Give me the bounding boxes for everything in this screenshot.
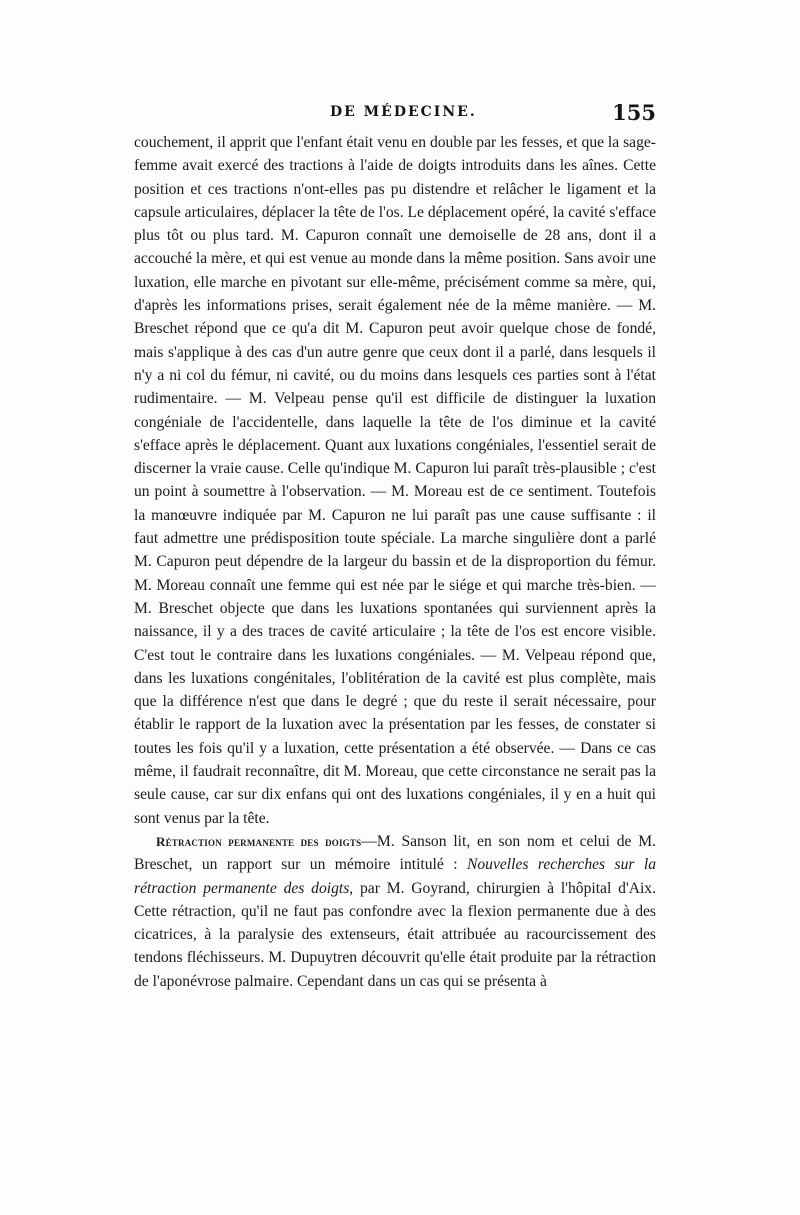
section-heading: Rétraction permanente des doigts [156, 833, 362, 849]
paragraph-luxation-discussion: couchement, il apprit que l'enfant était venu en double par les fesses, et que la sage-femme avait exercé des tractions à l'aide de doigts introduits dans les aînes. Cette position et ces tractions n'ont-elles pas pu distendre et relâcher le ligament et la capsule articulaires, déplacer la tête de l'os. Le déplacement opéré, la cavité s'efface plus tôt ou plus tard. M. Capuron connaît une demoiselle de 28 ans, dont il a accouché la mère, et qui est venue au monde dans la même position. Sans avoir une luxation, elle marche en pivotant sur elle-même, précisément comme sa mère, qui, d'après les informations prises, serait également née de la même manière. — M. Breschet répond que ce qu'a dit M. Capuron peut avoir quelque chose de fondé, mais s'applique à des cas d'un autre genre que ceux dont il a parlé, dans lesquels il n'y a ni col du fémur, ni cavité, ou du moins dans lesquels ces parties sont à l'état rudimentaire. — M. Velpeau pense qu'il est difficile de distinguer la luxation congéniale de l'accidentelle, dans laquelle la tête de l'os diminue et la cavité s'efface après le déplacement. Quant aux luxations congéniales, l'essentiel serait de discerner la vraie cause. Celle qu'indique M. Capuron lui paraît très-plausible ; c'est un point à soumettre à l'observation. — M. Moreau est de ce sentiment. Toutefois la manœuvre indiquée par M. Capuron ne lui paraît pas une cause suffisante : il faut admettre une prédisposition toute spéciale. La marche singulière dont a parlé M. Capuron peut dépendre de la largeur du bassin et de la disproportion du fémur. M. Moreau connaît une femme qui est née par le siége et qui marche très-bien. — M. Breschet objecte que dans les luxations spontanées qui surviennent après la naissance, il y a des traces de cavité articulaire ; la tête de l'os est encore visible. C'est tout le contraire dans les luxations congéniales. — M. Velpeau répond que, dans les luxations congénitales, l'oblitération de la cavité est plus complète, mais que la différence n'est que dans le degré ; que du reste il serait nécessaire, pour établir le rapport de la luxation avec la présentation par les fesses, de constater si toutes les fois qu'il y a luxation, cette présentation a été observée. — Dans ce cas même, il faudrait reconnaître, dit M. Moreau, que cette circonstance ne serait pas la seule cause, car sur dix enfans qui ont des luxations congéniales, il y en a huit qui sont venus par la tête. [134, 134, 656, 827]
running-head: DE MÉDECINE. [330, 104, 477, 120]
page-number: 155 [612, 100, 656, 125]
paragraph-finger-retraction [134, 830, 656, 993]
body-text [134, 131, 656, 993]
memoir-title: Nouvelles recherches sur la rétraction permanente des doigts [134, 856, 656, 897]
paragraph-text-part: , par M. Goyrand, chirurgien à l'hôpital d'Aix. Cette rétraction, qu'il ne faut pas confondre avec la flexion permanente due à des cicatrices, à la paralysie des extenseurs, était attribuée au racourcissement des tendons fléchisseurs. M. Dupuytren découvrit qu'elle était produite par la rétraction de l'aponévrose palmaire. Cependant dans un cas qui se présenta à [134, 879, 656, 990]
paragraph-text-part: —M. Sanson lit, en son nom et celui de M. Breschet, un rapport sur un mémoire intitulé : [134, 832, 656, 874]
page-header [134, 100, 656, 126]
